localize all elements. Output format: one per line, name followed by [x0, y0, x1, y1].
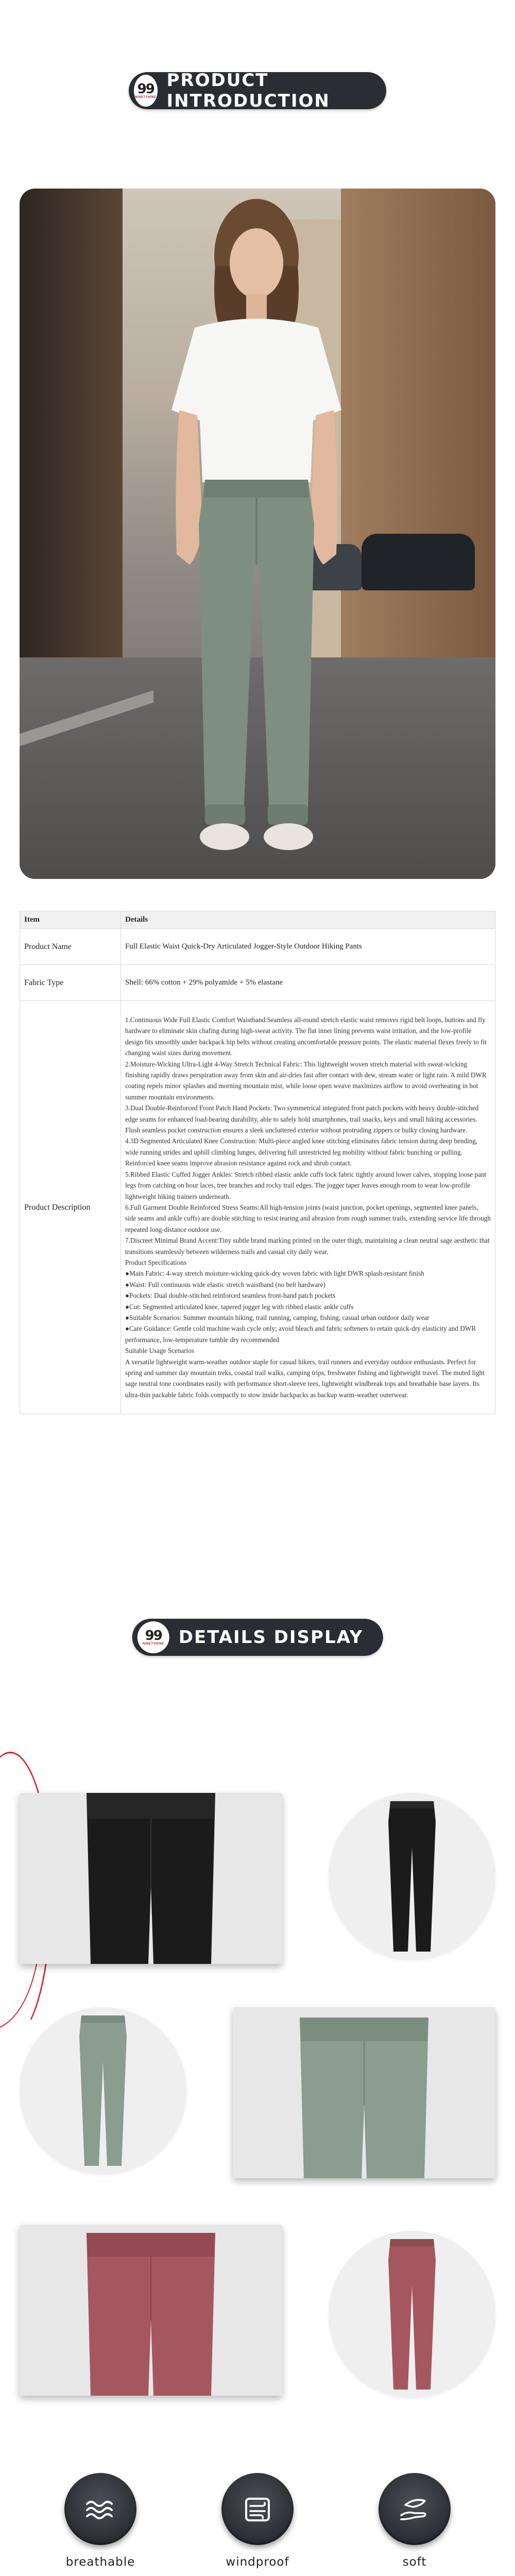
description-line: ●Main Fabric: 4-way stretch moisture-wicking quick-dry woven fabric with light DWR splash-resistant finish: [125, 1269, 424, 1278]
detail-card-black-waist: [20, 1793, 282, 1964]
hand-feather-icon: [379, 2473, 451, 2545]
description-value: [121, 1001, 495, 1414]
rose-pants-waist-image: [76, 2233, 226, 2396]
sage-pants-waist-image: [289, 2018, 439, 2178]
feature-breathable: [39, 2473, 162, 2570]
detail-card-sage-waist: [233, 2007, 495, 2178]
wind-icon: [221, 2473, 294, 2545]
detail-circle-rose-full: [329, 2231, 495, 2398]
description-label: Product Description: [20, 1001, 121, 1414]
description-line: Suitable Usage Scenarios: [125, 1347, 195, 1355]
description-line: ●Waist: Full continuous wide elastic stretch waistband (no belt hardware): [125, 1280, 325, 1289]
description-line: 1.Continuous Wide Full Elastic Comfort Waistband:Seamless all-round stretch elastic waist removes rigid belt loops, buttons and fly hardware to eliminate skin chafing during high-sweat activity. The flat inner lining prevents waist irritation, and the low-profile design fits smoothly under backpack hip belts without creating uncomfortable pressure points. The elastic material flexes freely to fit changing waist sizes during movement.: [125, 1016, 487, 1057]
logo-number: 99: [137, 81, 154, 97]
description-line: 6.Full Garment Double Reinforced Stress Seams:All high-tension joints (waist junction, pocket openings, segmented knee panels, side seams and ankle cuffs) are double stitching to resist tearing and abrasion from rough summer trails, extending service life through repeated long-distance outdoor use.: [125, 1203, 491, 1233]
product-spec-table: [20, 911, 495, 1414]
hero-model-photo: [20, 189, 495, 879]
description-line: Product Specifications: [125, 1258, 187, 1266]
sage-pants-full-image: [77, 2015, 129, 2166]
table-row: [20, 1001, 495, 1414]
logo-number: 99: [145, 1628, 162, 1643]
description-line: 4.3D Segmented Articulated Knee Construction: Multi-piece angled knee stitching eliminates fabric tension during deep bending, wide running strides and uphill climbing lunges, delivering full unrestricted leg mobility without fabric bunching or pulling. Reinforced knee seams improve abrasion resistance against rock and shrub contact.: [125, 1137, 478, 1167]
description-line: 7.Discreet Minimal Brand Accent:Tiny subtle brand marking printed on the outer thigh, maintaining a clean neutral sage aesthetic that transitions seamlessly between wilderness trails and casual city daily wear.: [125, 1236, 490, 1256]
product-name-value: Full Elastic Waist Quick-Dry Articulated Jogger-Style Outdoor Hiking Pants: [121, 929, 495, 965]
model-figure: [153, 194, 359, 879]
fabric-label: Fabric Type: [20, 965, 121, 1001]
description-line: 3.Dual Double-Reinforced Front Patch Hand Pockets: Two symmetrical integrated front patch pockets with heavy double-stitched edge seams for enhanced load-bearing durability, able to safely hold smartphones, trail snacks, keys and small hiking accessories. Flush seamless pocket construction ensures a sleek uncluttered exterior without protruding zippers or bulky closing hardware.: [125, 1104, 479, 1134]
description-line: ●Cut: Segmented articulated knee, tapered jogger leg with ribbed elastic ankle cuffs: [125, 1302, 354, 1311]
description-line: ●Care Guidance: Gentle cold machine wash cycle only; avoid bleach and fabric softeners to retain quick-dry elasticity and DWR performance, low-temperature tumble dry recommended: [125, 1325, 476, 1344]
details-title: DETAILS DISPLAY: [178, 1627, 364, 1648]
table-header-item: Item: [20, 911, 121, 929]
detail-card-rose-waist: [20, 2225, 282, 2396]
section-header-intro: [129, 72, 386, 109]
detail-circle-sage-full: [20, 2007, 186, 2174]
brand-logo: [138, 1621, 169, 1653]
description-line: ●Pockets: Dual double-stitched reinforced seamless front-hand patch pockets: [125, 1292, 336, 1300]
feature-windproof: [196, 2473, 319, 2570]
table-row: [20, 929, 495, 965]
description-line: ●Suitable Scenarios: Summer mountain hiking, trail running, camping, fishing, casual urban outdoor daily wear: [125, 1313, 430, 1321]
feature-soft: [353, 2473, 476, 2570]
description-line: 2.Moisture-Wicking Ultra-Light 4-Way Stretch Technical Fabric: This lightweight woven stretch material with sweat-wicking finishing rapidly draws perspiration away from skin and air-dries fast after contact with dew, stream water or light rain. A mild DWR coating repels minor splashes and morning mountain mist, while loose open weave maximizes airflow to avoid overheating in hot summer mountain environments.: [125, 1060, 487, 1101]
detail-circle-black-full: [329, 1793, 495, 1960]
description-line: 5.Ribbed Elastic Cuffed Jogger Ankles: Stretch ribbed elastic ankle cuffs lock fabric tightly around lower calves, stopping loose pant legs from catching on hour laces, tree branches and rocky trail edges. The jogger taper leaves enough room to wear low-profile lightweight hiking trainers underneath.: [125, 1170, 487, 1200]
table-header-details: Details: [121, 911, 495, 929]
product-name-label: Product Name: [20, 929, 121, 965]
black-pants-full-image: [386, 1801, 438, 1952]
feature-label: windproof: [226, 2555, 289, 2569]
table-row: [20, 965, 495, 1001]
feature-label: breathable: [65, 2555, 135, 2569]
intro-title: PRODUCT INTRODUCTION: [166, 70, 330, 111]
logo-brand: NINETYNINE: [135, 96, 157, 99]
logo-brand: NINETYNINE: [143, 1642, 164, 1646]
feature-label: soft: [402, 2555, 427, 2569]
black-pants-waist-image: [76, 1793, 226, 1964]
photo-building-right: [341, 189, 495, 704]
description-line: A versatile lightweight warm-weather outdoor staple for casual hikers, trail runners and everyday outdoor enthusiasts. Perfect for spring and summer day mountain treks, coastal trail walks, camping trips, freshwater fishing and lightweight travel. The muted light sage neutral tone coordinates easily with performance short-sleeve tees, lightweight windbreak tops and breathable base layers. Its ultra-thin packable fabric folds compactly to stow inside backpacks as backup warm-weather outerwear.: [125, 1358, 485, 1399]
section-header-details: [132, 1619, 383, 1656]
waves-icon: [64, 2473, 136, 2545]
photo-car: [362, 534, 475, 590]
rose-pants-full-image: [386, 2239, 438, 2389]
fabric-value: Shell: 66% cotton + 29% polyamide + 5% elastane: [121, 965, 495, 1001]
brand-logo: [134, 75, 158, 107]
